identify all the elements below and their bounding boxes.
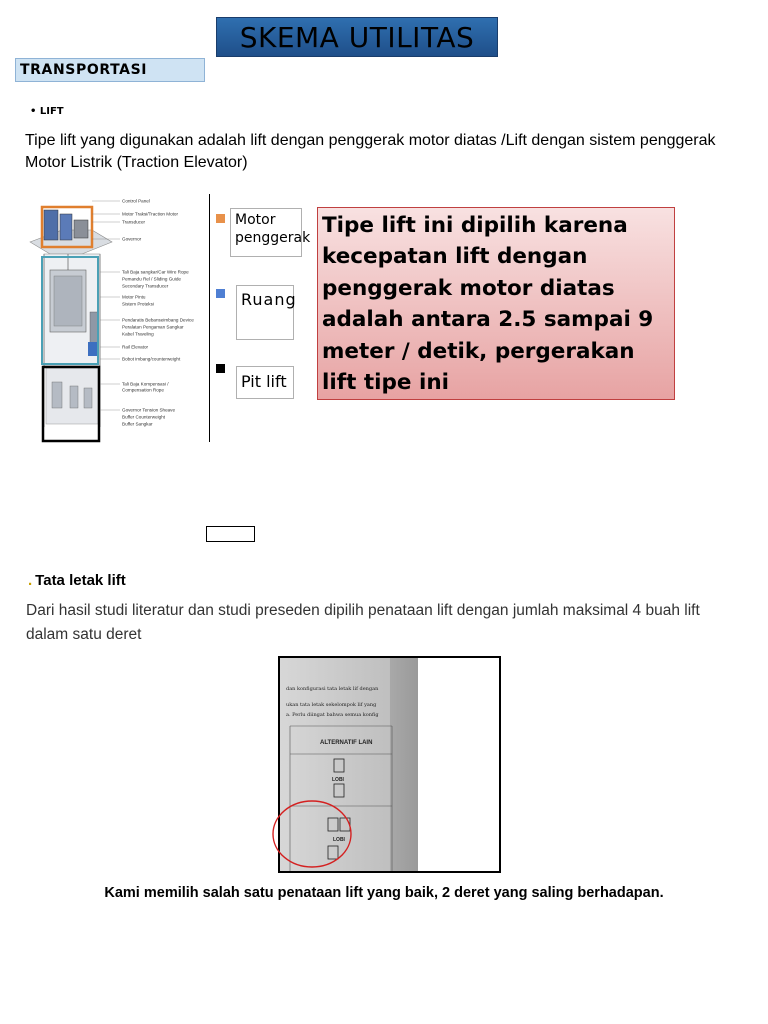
diagram-label: Pemandu Rel / Sliding Guide xyxy=(122,276,181,282)
photo-line-2: ukan tata letak sekelompok lif yang xyxy=(286,702,377,708)
diagram-label: Compensation Rope xyxy=(122,387,164,393)
photo-caption: Kami memilih salah satu penataan lift yang baik, 2 deret yang saling berhadapan. xyxy=(104,885,664,901)
mini-box-pit: Pit lift xyxy=(236,366,294,399)
divider-line xyxy=(209,194,210,442)
photo-table-header: ALTERNATIF LAIN xyxy=(320,740,373,746)
photo-line-3: a. Perlu diingat bahwa semua konfig xyxy=(286,712,379,718)
diagram-label: Pendaratis Bebanseimbang Device xyxy=(122,317,194,323)
photo-lobi-1: LOBI xyxy=(332,777,344,783)
heading-bullet-icon: . xyxy=(28,572,33,589)
diagram-label: Secondary Transducer xyxy=(122,283,169,289)
diagram-label: Governor xyxy=(122,236,142,242)
book-photo-drawing xyxy=(280,658,499,871)
diagram-label: Sistem Proteksi xyxy=(122,301,154,307)
black-bullet-icon xyxy=(216,364,225,373)
diagram-label: Transducer xyxy=(122,219,146,225)
callout-box: Tipe lift ini dipilih karena kecepatan lift dengan penggerak motor diatas adalah antara 2.5 sampai 9 meter / detik, pergerakan lift tipe ini xyxy=(317,207,675,400)
tata-letak-paragraph: Dari hasil studi literatur dan studi preseden dipilih penataan lift dengan jumlah maksimal 4 buah lift dalam satu deret xyxy=(26,602,700,643)
empty-placeholder-box xyxy=(206,526,255,542)
book-photo xyxy=(278,656,501,873)
photo-line-1: dan konfigurasi tata letak lif dengan xyxy=(286,686,379,692)
orange-bullet-icon xyxy=(216,214,225,223)
mini-box-ruang: Ruang xyxy=(236,285,294,340)
lift-bullet-label: LIFT xyxy=(39,106,64,117)
diagram-label: Control Panel xyxy=(122,198,150,204)
tata-letak-heading xyxy=(28,572,126,589)
photo-lobi-2: LOBI xyxy=(333,837,345,843)
diagram-label: Tali Baja sangkar/Car Wire Rope xyxy=(122,269,189,275)
diagram-label: Governor Tension Sheave xyxy=(122,407,176,413)
diagram-label: Motor Pintu xyxy=(122,294,146,300)
diagram-label: Motor Traksi/Traction Motor xyxy=(122,211,178,217)
page-title: SKEMA UTILITAS xyxy=(216,17,498,57)
diagram-label: Rail Elevator xyxy=(122,344,149,350)
mini-box-motor: Motor penggerak xyxy=(230,208,302,257)
diagram-label: Buffer Sangkar xyxy=(122,421,153,427)
blue-bullet-icon xyxy=(216,289,225,298)
diagram-label: Peralatan Pengaman Sangkar xyxy=(122,324,184,330)
diagram-label: Tali Baja Kompensasi / xyxy=(122,381,169,387)
diagram-label: Bobot imbang/counterweight xyxy=(122,356,181,362)
section-heading: TRANSPORTASI xyxy=(15,58,205,82)
elevator-diagram xyxy=(22,192,206,444)
lift-bullet: • LIFT xyxy=(30,106,64,117)
diagram-label: Kabel Traveling xyxy=(122,331,154,337)
tata-letak-title: Tata letak lift xyxy=(35,572,126,589)
diagram-label: Buffer Counterweight xyxy=(122,414,166,420)
intro-paragraph: Tipe lift yang digunakan adalah lift dengan penggerak motor diatas /Lift dengan sistem penggerak Motor Listrik (Traction Elevator) xyxy=(25,132,716,171)
